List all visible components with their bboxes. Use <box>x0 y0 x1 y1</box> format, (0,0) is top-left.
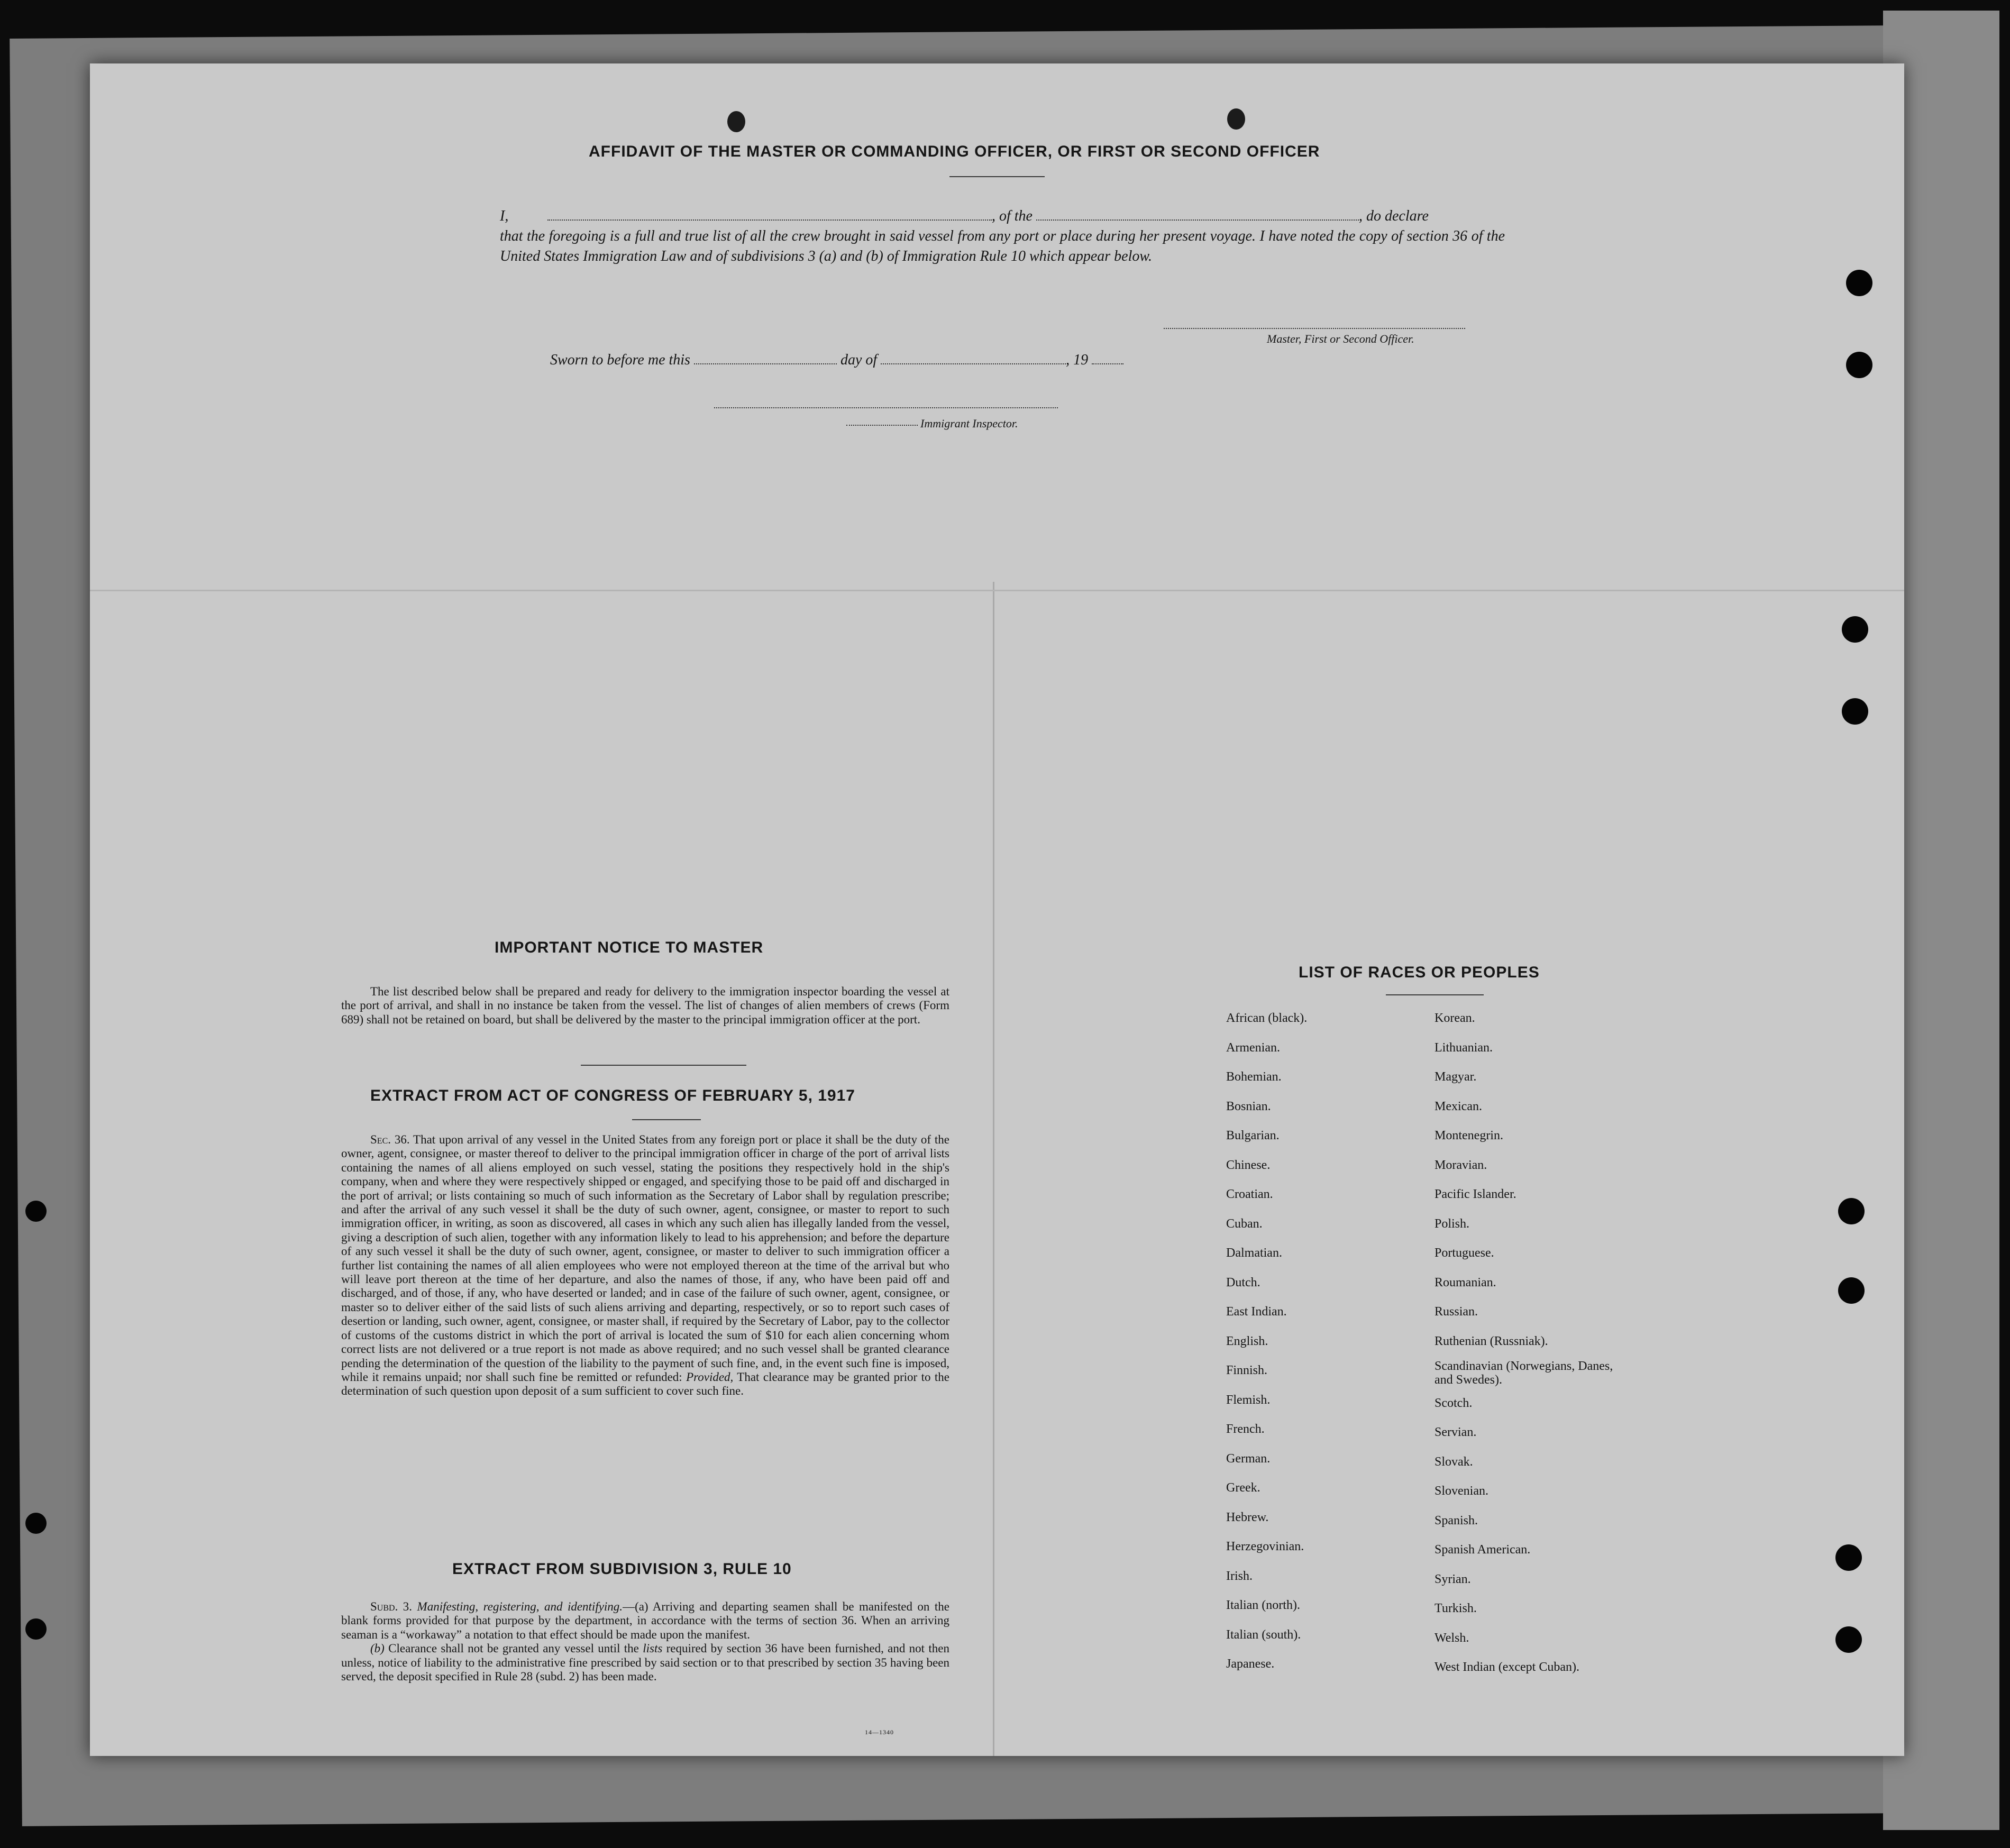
race-item: Italian (north). <box>1226 1598 1300 1612</box>
inspector-signature-line-short <box>846 425 918 426</box>
section-label: Sec. 36. <box>370 1133 410 1146</box>
subd-b-lists: lists <box>643 1642 663 1655</box>
year-blank[interactable] <box>1092 363 1123 364</box>
race-item: Scandinavian (Norwegians, Danes, and Swedes). <box>1435 1359 1613 1387</box>
race-item: Polish. <box>1435 1216 1470 1231</box>
race-item: African (black). <box>1226 1011 1308 1025</box>
race-item: Spanish American. <box>1435 1543 1531 1557</box>
affidavit-statement <box>500 206 1505 267</box>
race-item: Moravian. <box>1435 1158 1487 1172</box>
subd-b-label: (b) <box>370 1642 385 1655</box>
affidavit-i: I, <box>500 208 509 224</box>
subd-a-paragraph <box>341 1600 949 1642</box>
sworn-prefix: Sworn to before me this <box>550 352 690 368</box>
race-item: Turkish. <box>1435 1602 1477 1615</box>
punch-hole <box>1838 1277 1865 1304</box>
section-rule <box>581 1065 746 1066</box>
subd-b-text-2: required by section 36 have been furnished, and not then unless, notice of liability to the administrative fine prescribed by said section or to that prescribed by section 35 having been served, the deposit specified in Rule 28 (subd. 2) has been made. <box>341 1642 950 1684</box>
day-blank[interactable] <box>694 363 837 364</box>
race-item: Flemish. <box>1226 1393 1271 1407</box>
race-item: Bohemian. <box>1226 1070 1282 1084</box>
race-item: English. <box>1226 1334 1268 1348</box>
race-item: Dalmatian. <box>1226 1246 1282 1260</box>
race-item: Korean. <box>1435 1011 1475 1025</box>
punch-hole <box>1835 1626 1862 1653</box>
subd-a-text: —(a) Arriving and departing seamen shall be manifested on the blank forms provided for that purpose by the department, in accordance with the terms of section 36. When an arriving seaman is a “workaway” a notation to that effect should be made upon the manifest. <box>341 1600 950 1641</box>
race-item: Ruthenian (Russniak). <box>1435 1334 1548 1348</box>
race-item: East Indian. <box>1226 1305 1287 1319</box>
races-title: LIST OF RACES OR PEOPLES <box>1299 964 1540 981</box>
races-list-left <box>1226 1004 1307 1679</box>
subd-b-text: Clearance shall not be granted any vessel until the <box>388 1642 639 1655</box>
race-item: Scotch. <box>1435 1396 1473 1410</box>
ink-blot <box>727 111 745 132</box>
section-rule <box>632 1119 701 1120</box>
punch-hole <box>1842 616 1868 643</box>
sworn-line <box>550 352 1123 369</box>
race-item: Servian. <box>1435 1425 1477 1439</box>
race-item: Slovenian. <box>1435 1484 1488 1498</box>
affidavit-of-the: , of the <box>992 208 1033 224</box>
document-sheet <box>90 63 1904 1756</box>
punch-hole <box>1838 1198 1865 1224</box>
race-item: Bulgarian. <box>1226 1129 1280 1142</box>
subd-heading: Manifesting, registering, and identifying. <box>417 1600 623 1613</box>
section-rule <box>1386 994 1484 995</box>
punch-hole <box>1835 1544 1862 1571</box>
notice-body <box>341 985 949 1027</box>
notice-paragraph: The list described below shall be prepared and ready for delivery to the immigration inspector boarding the vessel at the port of arrival, and shall in no instance be taken from the vessel. The list of changes of alien members of crews (Form 689) shall not be retained on board, but shall be delivered by the master to the principal immigration officer at the port. <box>341 985 949 1026</box>
race-item: Portuguese. <box>1435 1246 1494 1260</box>
proviso-label: Provided, <box>686 1370 734 1384</box>
race-item: Cuban. <box>1226 1216 1263 1231</box>
race-item: Bosnian. <box>1226 1099 1271 1113</box>
sworn-year: , 19 <box>1066 352 1089 368</box>
fold-line-horizontal <box>90 590 1904 591</box>
form-number: 14—1340 <box>865 1728 894 1736</box>
race-item: Armenian. <box>1226 1040 1280 1055</box>
races-list-right <box>1435 1004 1625 1682</box>
punch-hole <box>1842 698 1868 725</box>
race-item: Mexican. <box>1435 1099 1482 1113</box>
act-body <box>341 1133 949 1398</box>
name-blank[interactable] <box>547 219 992 221</box>
subd-label: Subd. 3. <box>370 1600 413 1613</box>
ink-blot <box>1227 108 1245 130</box>
officer-signature-line[interactable] <box>1164 328 1465 329</box>
race-item: Irish. <box>1226 1569 1253 1583</box>
race-item: Montenegrin. <box>1435 1129 1503 1142</box>
act-title: EXTRACT FROM ACT OF CONGRESS OF FEBRUARY 5, 1917 <box>370 1087 855 1104</box>
affidavit-title: AFFIDAVIT OF THE MASTER OR COMMANDING OFFICER, OR FIRST OR SECOND OFFICER <box>589 143 1320 160</box>
race-item: Lithuanian. <box>1435 1040 1493 1055</box>
race-item: Finnish. <box>1226 1364 1268 1377</box>
punch-hole <box>1846 270 1872 296</box>
race-item: Syrian. <box>1435 1572 1471 1586</box>
month-blank[interactable] <box>881 363 1066 364</box>
rule-body <box>341 1600 949 1684</box>
race-item: Russian. <box>1435 1305 1478 1319</box>
punch-hole <box>1846 352 1872 378</box>
section-text: That upon arrival of any vessel in the United States from any foreign port or place it shall be the duty of the owner, agent, consignee, or master thereof to deliver to the principal immigration officer in charge of the port of arrival lists containing the names of all aliens employed on such vessel, stating the positions they respectively hold in the ship's company, when and where they were respectively shipped or engaged, and specifying those to be paid off and discharged in the port of arrival; or lists containing so much of such information as the Secretary of Labor shall by regulation prescribe; and after the arrival of any such vessel it shall be the duty of such owner, agent, consignee, or master to report to such immigration officer, in writing, as soon as discovered, all cases in which any such alien has illegally landed from the vessel, giving a description of such alien, together with any information likely to lead to his apprehension; and before the departure of any such vessel it shall be the duty of such owner, agent, consignee, or master to deliver to such immigration officer a further list containing the names of all alien employees who were not employed thereon at the time of the arrival but who will leave port thereon at the time of her departure, and also the names of those, if any, who have been paid off and discharged, and of those, if any, who have deserted or landed; and in case of the failure of such owner, agent, consignee, or master so to deliver either of the said lists of such aliens arriving and departing, respectively, or so to report such cases of desertion or landing, such owner, agent, consignee, or master shall, if required by the Secretary of Labor, pay to the collector of customs of the customs district in which the port of arrival is located the sum of $10 for each alien concerning whom correct lists are not delivered or a true report is not made as above required; and no such vessel shall be granted clearance pending the determination of the question of the liability to the payment of such fine, and, in the event such fine is imposed, while it remains unpaid; nor shall such fine be remitted or refunded: <box>341 1133 949 1384</box>
race-item: Dutch. <box>1226 1275 1260 1289</box>
race-item: Italian (south). <box>1226 1627 1301 1642</box>
race-item: West Indian (except Cuban). <box>1435 1660 1579 1674</box>
race-item: Roumanian. <box>1435 1275 1496 1289</box>
rule-title: EXTRACT FROM SUBDIVISION 3, RULE 10 <box>452 1560 792 1578</box>
race-item: Pacific Islander. <box>1435 1187 1516 1201</box>
notice-title: IMPORTANT NOTICE TO MASTER <box>495 939 764 956</box>
punch-hole <box>25 1618 47 1640</box>
inspector-label: Immigrant Inspector. <box>920 417 1018 430</box>
race-item: Hebrew. <box>1226 1510 1269 1524</box>
act-paragraph <box>341 1133 949 1398</box>
race-item: Croatian. <box>1226 1187 1273 1201</box>
proviso-text: That clearance may be granted prior to the determination of such question upon deposit of a sum sufficient to cover such fine. <box>341 1370 949 1398</box>
race-item: Greek. <box>1226 1481 1260 1495</box>
vessel-blank[interactable] <box>1036 219 1359 221</box>
punch-hole <box>25 1513 47 1534</box>
race-item: Magyar. <box>1435 1070 1477 1084</box>
affidavit-declaration-line <box>500 206 1505 226</box>
fold-line-vertical <box>993 582 994 1756</box>
race-item: Herzegovinian. <box>1226 1540 1304 1553</box>
race-item: Welsh. <box>1435 1631 1469 1645</box>
officer-label: Master, First or Second Officer. <box>1267 332 1414 345</box>
race-item: German. <box>1226 1451 1271 1466</box>
affidavit-do-declare: , do declare <box>1359 208 1429 224</box>
race-item: Slovak. <box>1435 1454 1473 1469</box>
affidavit-body: that the foregoing is a full and true list of all the crew brought in said vessel from any port or place during her present voyage. I have noted the copy of section 36 of the United States Immigration Law and of subdivisions 3 (a) and (b) of Immigration Rule 10 which appear below. <box>500 228 1505 264</box>
title-rule <box>949 176 1045 177</box>
inspector-signature-line[interactable] <box>714 407 1058 408</box>
race-item: French. <box>1226 1422 1265 1436</box>
subd-b-paragraph <box>341 1642 949 1684</box>
sworn-day-of: day of <box>840 352 878 368</box>
race-item: Japanese. <box>1226 1657 1275 1671</box>
race-item: Chinese. <box>1226 1158 1271 1172</box>
punch-hole <box>25 1201 47 1222</box>
race-item: Spanish. <box>1435 1513 1478 1527</box>
